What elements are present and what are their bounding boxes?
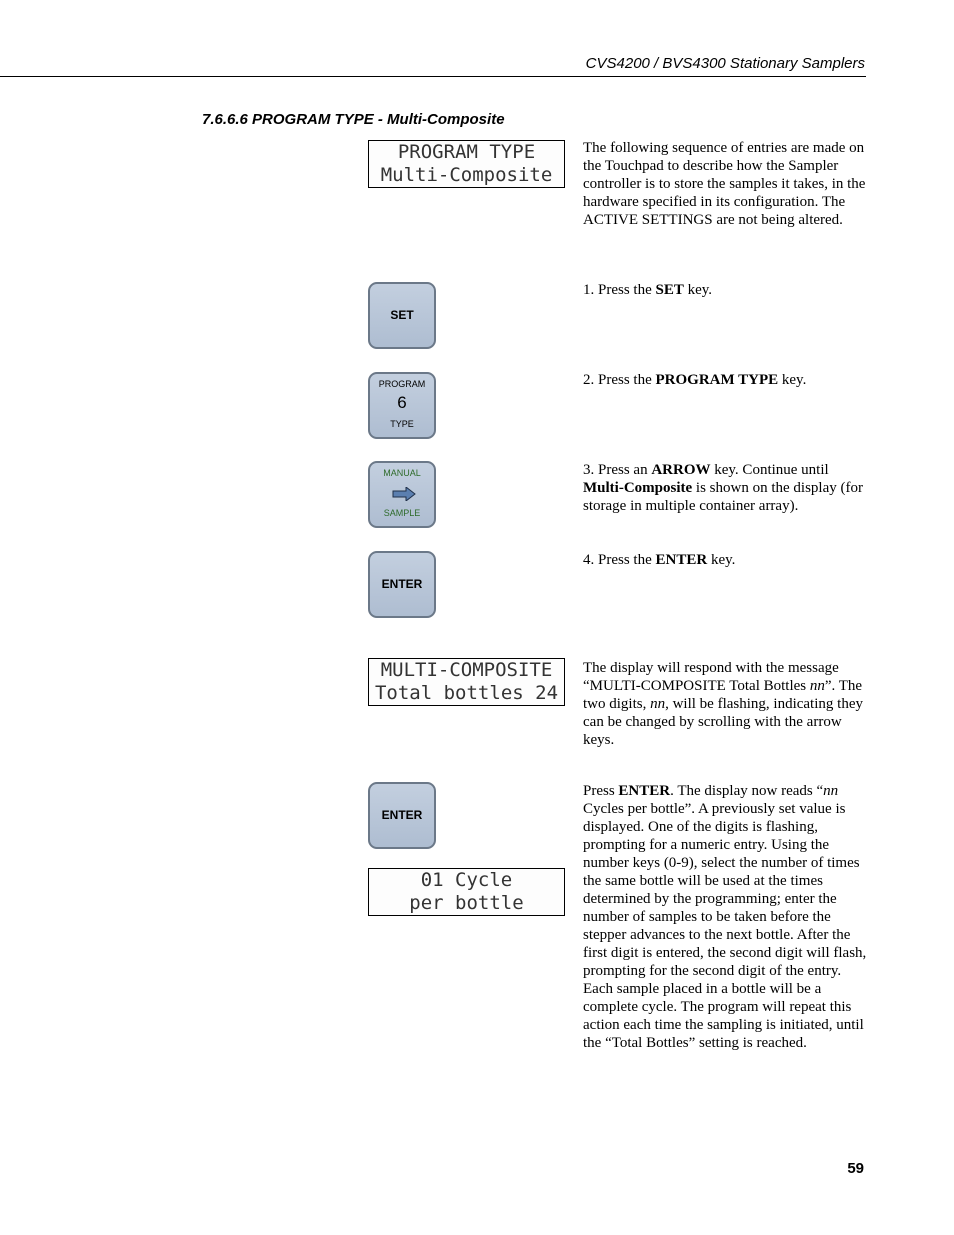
display-em: nn — [809, 678, 825, 694]
step-2-key: PROGRAM TYPE — [655, 372, 779, 388]
program-key-digit: 6 — [397, 393, 407, 412]
lcd-line-1: PROGRAM TYPE — [397, 141, 536, 163]
intro-text: The following sequence of entries are made on the Touchpad to describe how the Sampler controller is to store the samples it takes, in the hardware specified in its configuration. The ACTIVE SETTINGS are not being altered. — [583, 140, 866, 228]
step-1 — [583, 281, 868, 299]
display-text: The display will respond with the message “MULTI-COMPOSITE Total Bottles — [583, 660, 839, 694]
step-2-text: 2. Press the — [583, 372, 656, 388]
enter-text-mid: . The display now reads “ — [670, 783, 824, 799]
arrow-key — [368, 461, 436, 528]
right-arrow-icon — [392, 487, 416, 501]
step-2-text-end: key. — [778, 372, 807, 388]
enter-key-2 — [368, 782, 436, 849]
header-rule — [0, 76, 866, 77]
enter-key — [368, 551, 436, 618]
display-text-end: , will be flashing, indicating they can be changed by scrolling with the arrow keys. — [583, 696, 863, 748]
program-type-key — [368, 372, 436, 439]
step-4-text-end: key. — [707, 552, 736, 568]
step-1-text: 1. Press the — [583, 282, 656, 298]
enter-text: Press — [583, 783, 619, 799]
step-3-text-mid: key. Continue until — [710, 462, 829, 478]
lcd-display-cycle — [368, 868, 565, 916]
lcd-line-2: per bottle — [409, 892, 524, 914]
display-paragraph — [583, 659, 868, 749]
lcd-display-program-type — [368, 140, 565, 188]
enter-paragraph — [583, 782, 868, 1052]
step-3 — [583, 461, 868, 515]
display-text-mid: ”. The two digits, — [583, 678, 863, 712]
program-key-bottom-label: TYPE — [390, 419, 414, 429]
step-4-key: ENTER — [655, 552, 708, 568]
lcd-line-2: Multi-Composite — [380, 164, 553, 186]
enter-key-label: ENTER — [381, 808, 423, 822]
step-1-text-end: key. — [683, 282, 713, 298]
step-4 — [583, 551, 868, 569]
enter-text-end: Cycles per bottle”. A previously set value is displayed. One of the digits is flashing, prompting for a numeric entry. Using the number keys (0-9), select the number of times the same bottle will be used at the times determined by the programming; enter the number of samples to be taken before the stepper advances to the next bottle. After the first digit is entered, the second digit will flash, prompting for the second digit of the entry. Each sample placed in a bottle will be a complete cycle. The program will repeat this action each time the sampling is initiated, until the “Total Bottles” setting is reached. — [583, 801, 867, 1051]
enter-key-ref: ENTER — [618, 783, 671, 799]
step-3-text: 3. Press an — [583, 462, 652, 478]
display-em-2: nn — [650, 696, 666, 712]
running-header: CVS4200 / BVS4300 Stationary Samplers — [585, 55, 865, 72]
arrow-key-bottom-label: SAMPLE — [383, 508, 421, 518]
enter-em: nn — [823, 783, 839, 799]
lcd-display-multi-composite — [368, 658, 565, 706]
lcd-line-2: Total bottles 24 — [374, 682, 559, 704]
enter-key-label: ENTER — [381, 577, 423, 591]
step-4-text: 4. Press the — [583, 552, 656, 568]
page-number: 59 — [847, 1160, 864, 1177]
step-3-key: ARROW — [651, 462, 711, 478]
step-1-key: SET — [655, 282, 684, 298]
lcd-line-1: MULTI-COMPOSITE — [380, 659, 553, 681]
set-key-label: SET — [390, 308, 414, 322]
arrow-key-top-label: MANUAL — [383, 468, 421, 478]
step-3-mode: Multi-Composite — [583, 480, 693, 496]
program-key-top-label: PROGRAM — [378, 379, 426, 389]
step-3-text-end: is shown on the display (for storage in multiple container array). — [583, 480, 863, 514]
section-title: 7.6.6.6 PROGRAM TYPE - Multi-Composite — [202, 111, 505, 128]
lcd-line-1: 01 Cycle — [420, 869, 513, 891]
set-key — [368, 282, 436, 349]
intro-paragraph — [583, 139, 868, 229]
step-2 — [583, 371, 868, 389]
